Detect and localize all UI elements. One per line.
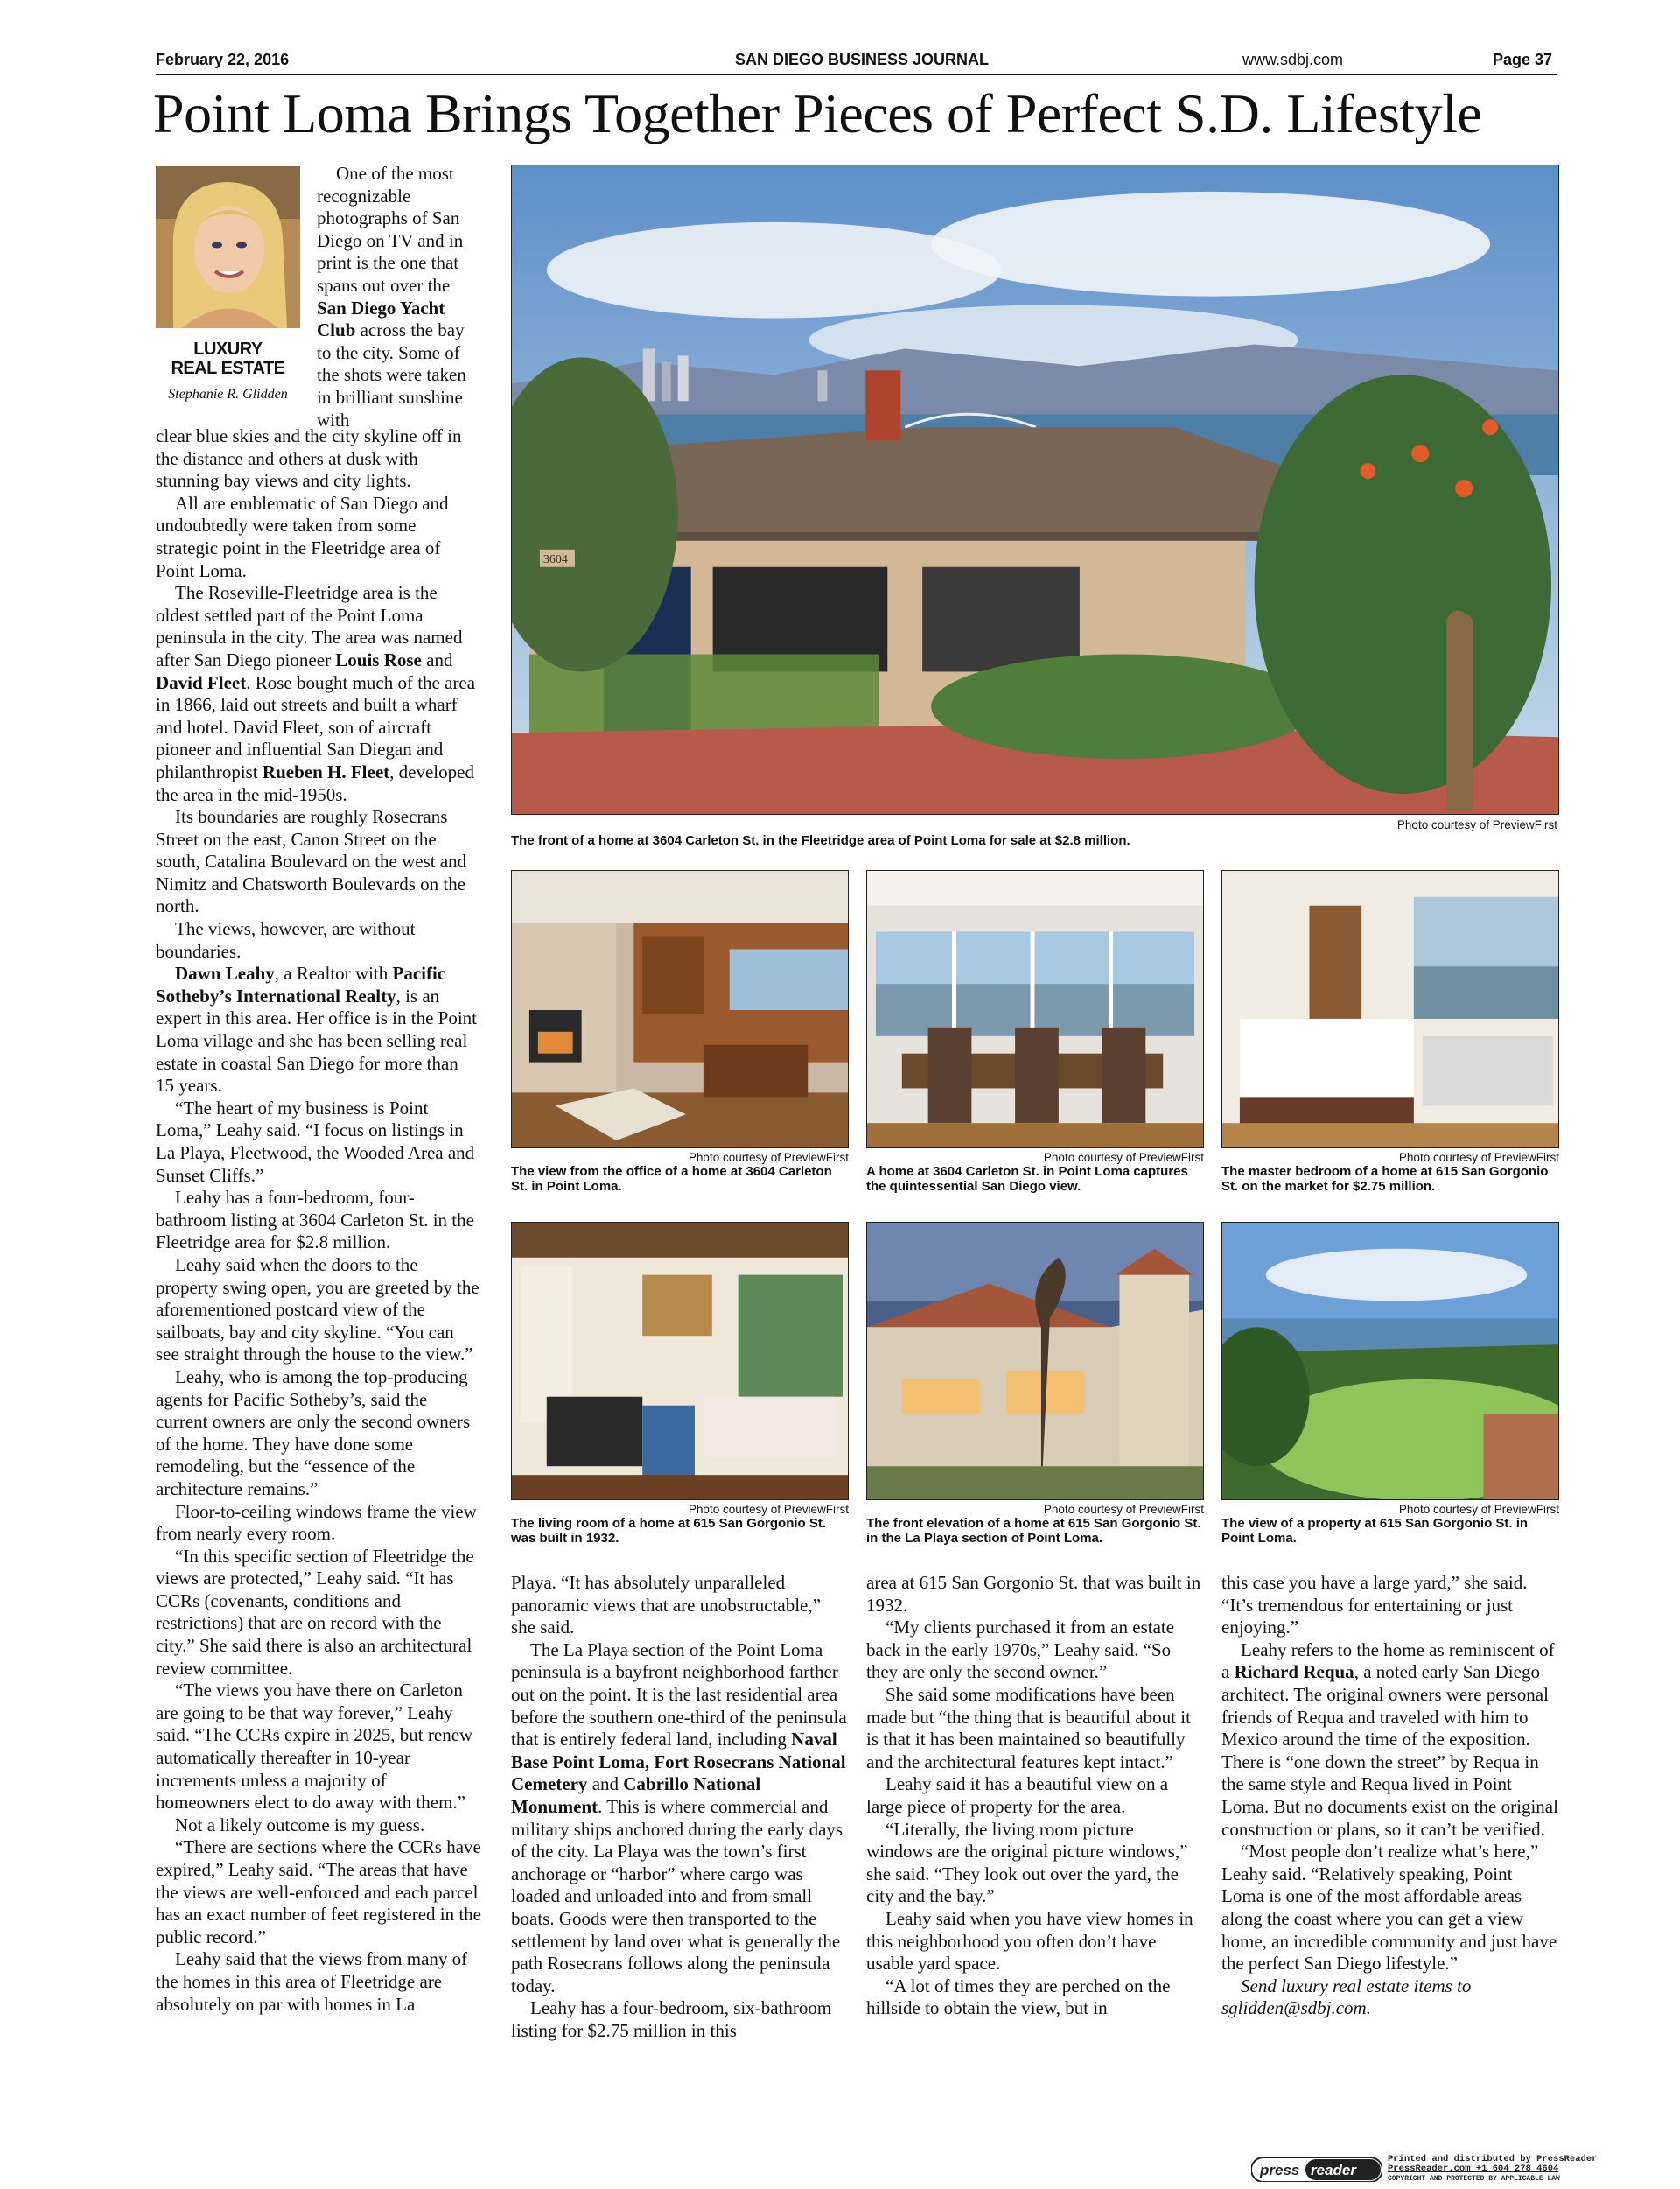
office-view-photo	[511, 870, 849, 1148]
paragraph: Leahy said when you have view homes in this neighborhood you often don’t have usable yard space.	[866, 1907, 1194, 1975]
header-rule	[156, 74, 1558, 75]
article-column-2	[511, 1572, 849, 2042]
paragraph: Leahy said that the views from many of the homes in this area of Fleetridge are absolutely on par with homes in La	[156, 1948, 468, 2015]
photo-caption: The view of a property at 615 San Gorgonio St. in Point Loma.	[1222, 1516, 1529, 1546]
paragraph: Dawn Leahy, a Realtor with Pacific Sotheby’s International Realty, is an expert in this area. Her office is in the Point Loma village and she has been selling real estate in coastal San Diego for more than 15 years.	[156, 963, 478, 1097]
paragraph: Leahy has a four-bedroom, six-bathroom listing for $2.75 million in this	[511, 1997, 832, 2041]
living-room-photo	[511, 1222, 849, 1500]
column-tag-line2: REAL ESTATE	[171, 359, 285, 378]
paragraph: Leahy said when the doors to the property swing open, you are greeted by the aforementioned postcard view of the sailboats, bay and city skyline. “You can see straight through the house to the view.”	[156, 1253, 480, 1365]
house-number: 3604	[542, 552, 568, 566]
paragraph: Leahy said it has a beautiful view on a large piece of property for the area.	[866, 1773, 1169, 1817]
column-tag	[156, 340, 300, 378]
notice-line: Printed and distributed by PressReader	[1388, 2154, 1598, 2164]
paragraph: “A lot of times they are perched on the hillside to obtain the view, but in	[866, 1975, 1171, 2019]
paragraph: Floor-to-ceiling windows frame the view from nearly every room.	[156, 1500, 477, 1545]
article-column-1-wrap	[317, 163, 481, 431]
page-number: Page 37	[1493, 51, 1553, 68]
paragraph: One of the most recognizable photographs of San Diego on TV and in print is the one that spans out over the San Diego Yacht Club across the bay to the city. Some of the shots were taken in brilliant sunshine with	[317, 163, 466, 431]
paragraph: “In this specific section of Fleetridge the views are protected,” Leahy said. “It has CCRs (covenants, conditions and restrictions) that are on record with the city.” She said there is also an architectural review committee.	[156, 1545, 474, 1679]
paragraph: Leahy refers to the home as reminiscent of a Richard Requa, a noted early San Diego architect. The original owners were personal friends of Requa and traveled with him to Mexico around the time of the exposition. There is “one down the street” by Requa in the same style and Requa lived in Point Loma. But no documents exist on the original construction or plans, so it can’t be verified.	[1222, 1638, 1558, 1840]
front-elevation-photo	[866, 1222, 1204, 1500]
photo-credit: Photo courtesy of PreviewFirst	[1043, 1151, 1204, 1164]
photo-credit: Photo courtesy of PreviewFirst	[1398, 1151, 1559, 1164]
headline: Point Loma Brings Together Pieces of Perfect S.D. Lifestyle	[153, 82, 1482, 144]
article-column-4	[1222, 1572, 1559, 2020]
paragraph: Leahy has a four-bedroom, four-bathroom listing at 3604 Carleton St. in the Fleetridge area for $2.8 million.	[156, 1187, 474, 1253]
paragraph: Not a likely outcome is my guess.	[175, 1814, 425, 1835]
paragraph: Playa. “It has absolutely unparalleled panoramic views that are unobstructable,” she said.	[511, 1572, 821, 1638]
logo-text-reader: reader	[1311, 2162, 1356, 2178]
paragraph: The views, however, are without boundaries.	[156, 918, 416, 962]
paragraph: this case you have a large yard,” she said. “It’s tremendous for entertaining or just enjoying.”	[1222, 1572, 1528, 1638]
notice-line: PressReader.com +1 604 278 4604	[1388, 2164, 1559, 2174]
photo-caption: The living room of a home at 615 San Gorgonio St. was built in 1932.	[511, 1516, 827, 1546]
article-column-3	[866, 1572, 1204, 2020]
paragraph: “The views you have there on Carleton are going to be that way forever,” Leahy said. “The CCRs expire in 2025, but renew automatically thereafter in 10-year increments unless a majority of homeowners elect to do away with them.”	[156, 1680, 473, 1814]
master-bedroom-photo	[1222, 870, 1559, 1148]
photo-caption: The front elevation of a home at 615 San Gorgonio St. in the La Playa section of Point Loma.	[866, 1516, 1201, 1546]
column-tag-line1: LUXURY	[193, 340, 262, 359]
paragraph: Leahy, who is among the top-producing agents for Pacific Sotheby’s, said the current owners are only the second owners of the home. They have done some remodeling, but the “essence of the architecture remains.”	[156, 1365, 471, 1499]
paragraph: “There are sections where the CCRs have expired,” Leahy said. “The areas that have the views are well-enforced and each parcel has an exact number of feet registered in the public record.”	[156, 1836, 482, 1947]
logo-text-press: press	[1260, 2162, 1300, 2178]
paragraph: Send luxury real estate items to sglidden@sdbj.com.	[1222, 1975, 1472, 2019]
paragraph: The La Playa section of the Point Loma peninsula is a bayfront neighborhood farther out on the point. It is the last residential area before the southern one-third of the peninsula that is entirely federal land, including Naval Base Point Loma, Fort Rosecrans National Cemetery and Cabrillo National Monument. This is where commercial and military ships anchored during the early days of the city. La Playa was the town’s first anchorage or “harbor” where cargo was loaded and unloaded into and from small boats. Goods were then transported to the settlement by land over what is generally the path Rosecrans follows along the peninsula today.	[511, 1638, 847, 1996]
paragraph: Its boundaries are roughly Rosecrans Street on the east, Canon Street on the south, Catalina Boulevard on the west and Nimitz and Chatsworth Boulevards on the north.	[156, 806, 467, 917]
photo-credit: Photo courtesy of PreviewFirst	[1398, 1503, 1559, 1516]
paragraph: “The heart of my business is Point Loma,” Leahy said. “I focus on listings in La Playa, Fleetwood, the Wooded Area and Sunset Cliffs.”	[156, 1097, 475, 1186]
author-photo	[156, 166, 300, 328]
paragraph: area at 615 San Gorgonio St. that was built in 1932.	[866, 1572, 1201, 1616]
paragraph: She said some modifications have been made but “the thing that is beautiful about it is that it has been maintained so beautifully and the architectural features kept intact.”	[866, 1683, 1191, 1772]
paragraph: The Roseville-Fleetridge area is the oldest settled part of the Point Loma peninsula in the city. The area was named after San Diego pioneer Louis Rose and David Fleet. Rose bought much of the area in 1866, laid out streets and built a wharf and hotel. David Fleet, son of aircraft pioneer and influential San Diegan and philanthropist Rueben H. Fleet, developed the area in the mid-1950s.	[156, 582, 476, 805]
paragraph: “My clients purchased it from an estate back in the early 1970s,” Leahy said. “So they are only the second owner.”	[866, 1617, 1175, 1683]
paragraph: clear blue skies and the city skyline off in the distance and others at dusk with stunning bay views and city lights.	[156, 425, 462, 492]
pressreader-notice	[1388, 2155, 1676, 2184]
photo-credit: Photo courtesy of PreviewFirst	[688, 1151, 849, 1164]
publication-name: SAN DIEGO BUSINESS JOURNAL	[735, 51, 990, 68]
photo-caption: The view from the office of a home at 3604 Carleton St. in Point Loma.	[511, 1164, 832, 1194]
main-house-photo	[511, 165, 1559, 815]
photo-caption: The master bedroom of a home at 615 San Gorgonio St. on the market for $2.75 million.	[1222, 1164, 1549, 1194]
article-column-1	[156, 425, 481, 2016]
property-view-photo	[1222, 1222, 1559, 1500]
pressreader-logo	[1251, 2157, 1382, 2182]
issue-date: February 22, 2016	[156, 51, 290, 68]
byline: Stephanie R. Glidden	[168, 387, 288, 402]
photo-credit: Photo courtesy of PreviewFirst	[688, 1503, 849, 1516]
paragraph: “Most people don’t realize what’s here,” Leahy said. “Relatively speaking, Point Loma is one of the most affordable areas along the coast where you can get a view home, an incredible community and just have the perfect San Diego lifestyle.”	[1222, 1841, 1558, 1975]
paragraph: All are emblematic of San Diego and undoubtedly were taken from some strategic point in the Fleetridge area of Point Loma.	[156, 492, 449, 581]
photo-credit: Photo courtesy of PreviewFirst	[1396, 818, 1558, 831]
photo-caption: The front of a home at 3604 Carleton St. in the Fleetridge area of Point Loma for sale at $2.8 million.	[511, 833, 1130, 848]
photo-caption: A home at 3604 Carleton St. in Point Loma captures the quintessential San Diego view.	[866, 1164, 1188, 1194]
paragraph: “Literally, the living room picture windows are the original picture windows,” she said. “They look out over the yard, the city and the bay.”	[866, 1818, 1188, 1907]
dining-view-photo	[866, 870, 1204, 1148]
photo-credit: Photo courtesy of PreviewFirst	[1043, 1503, 1204, 1516]
notice-line: COPYRIGHT AND PROTECTED BY APPLICABLE LAW	[1388, 2175, 1560, 2183]
website-url[interactable]: www.sdbj.com	[1242, 51, 1344, 68]
